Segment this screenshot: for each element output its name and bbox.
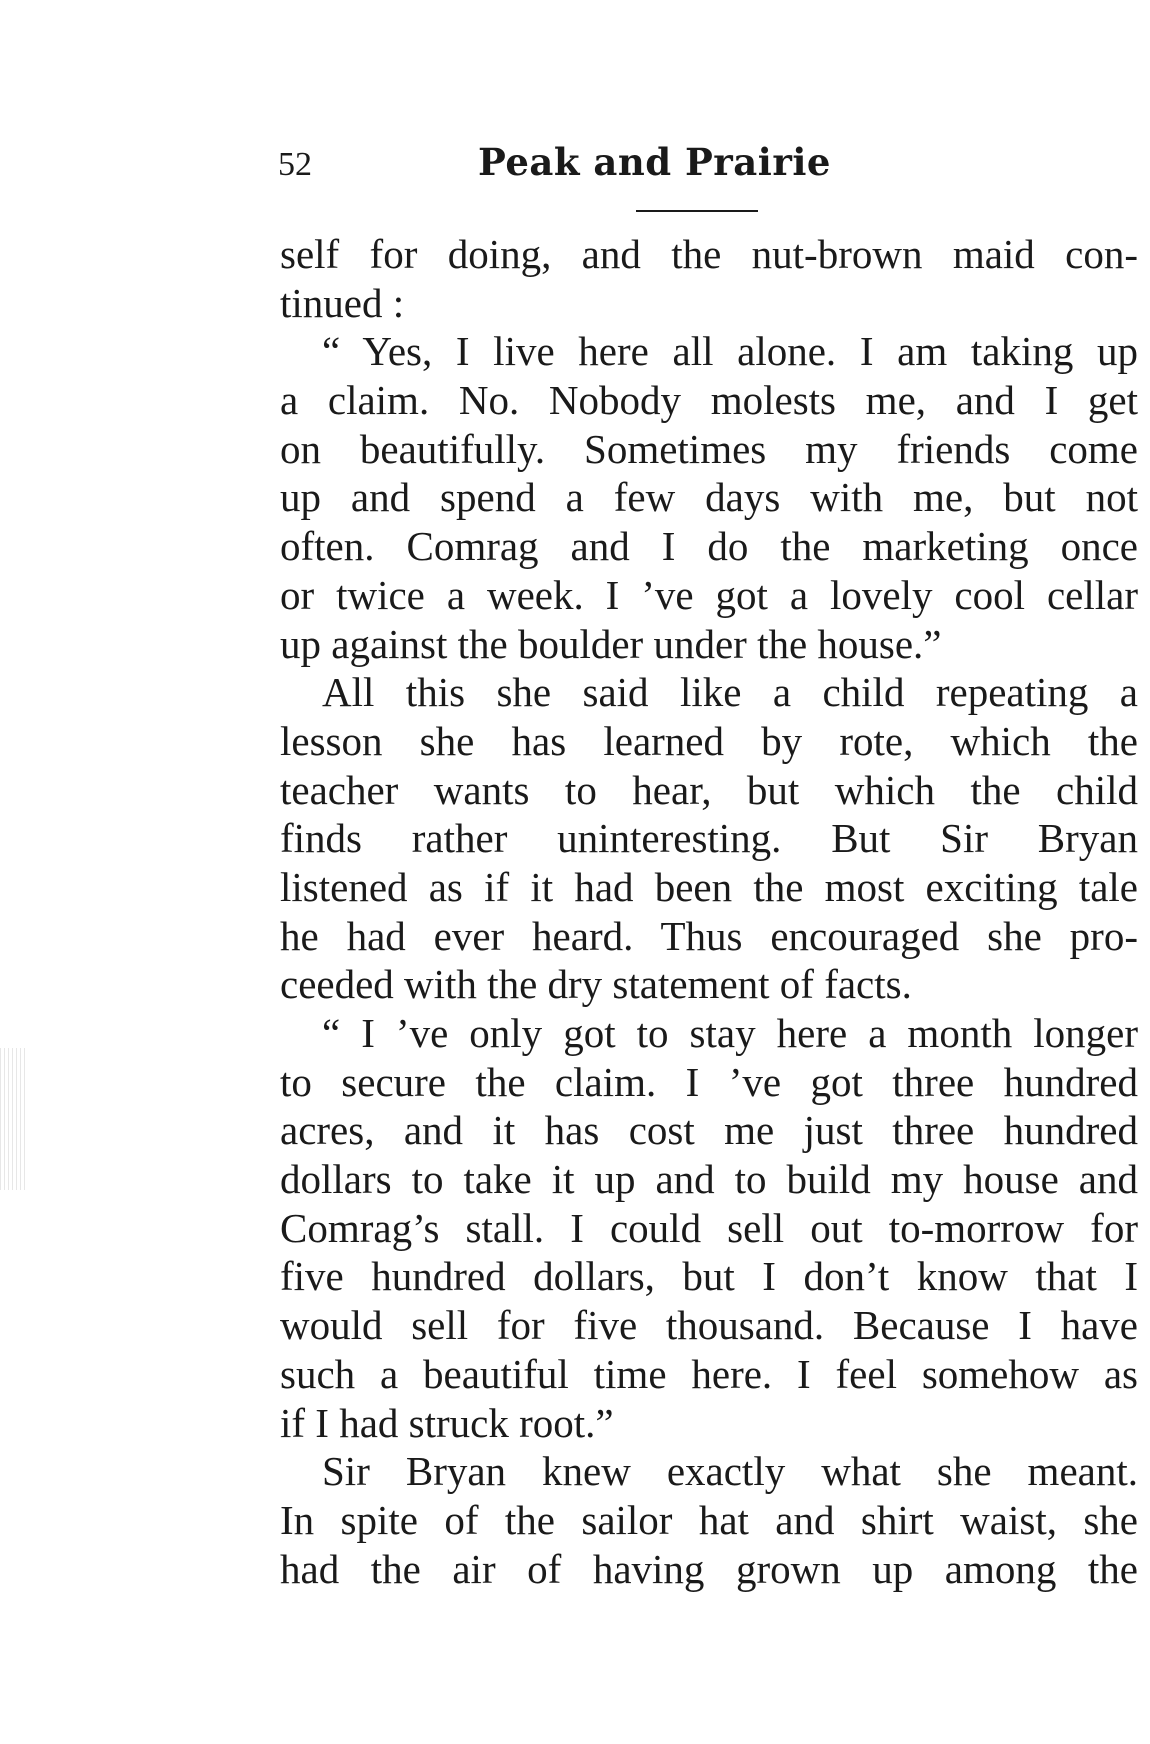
text-line: had the air of having grown up among the (280, 1545, 1138, 1592)
text-line: on beautifully. Sometimes my friends come (280, 425, 1138, 472)
paragraph (280, 1447, 1138, 1593)
text-line: tinued : (280, 279, 405, 326)
text-line: self for doing, and the nut-brown maid con- (280, 231, 1138, 277)
text-line: Sir Bryan knew exactly what she meant. (322, 1448, 1138, 1495)
text-line: would sell for five thousand. Because I have (280, 1302, 1138, 1349)
text-line: such a beautiful time here. I feel somehow as (280, 1350, 1138, 1397)
paragraph (280, 1009, 1138, 1447)
text-line: lesson she has learned by rote, which the (280, 717, 1138, 764)
text-line: ceeded with the dry statement of facts. (280, 961, 912, 1008)
header-rule (636, 210, 758, 212)
text-line: listened as if it had been the most exciting tale (280, 863, 1138, 910)
text-line: teacher wants to hear, but which the child (280, 766, 1138, 813)
text-line: he had ever heard. Thus encouraged she pro- (280, 912, 1138, 959)
text-line: In spite of the sailor hat and shirt waist, she (280, 1496, 1138, 1543)
text-line: acres, and it has cost me just three hundred (280, 1107, 1138, 1154)
text-line: often. Comrag and I do the marketing once (280, 523, 1138, 570)
text-line: “ Yes, I live here all alone. I am taking up (322, 328, 1138, 375)
paragraph (280, 668, 1138, 1009)
text-line: finds rather uninteresting. But Sir Bryan (280, 815, 1138, 862)
text-line: a claim. No. Nobody molests me, and I get (280, 377, 1138, 424)
running-title: Peak and Prairie (478, 140, 831, 184)
page-number: 52 (278, 146, 312, 183)
text-line: Comrag’s stall. I could sell out to-morrow for (280, 1204, 1138, 1251)
margin-stain (0, 1048, 28, 1190)
body-text (280, 230, 1138, 1593)
text-line: “ I ’ve only got to stay here a month longer (322, 1010, 1138, 1056)
paragraph (280, 327, 1138, 668)
text-line: to secure the claim. I ’ve got three hundred (280, 1058, 1138, 1105)
paragraph (280, 230, 1138, 327)
text-line: dollars to take it up and to build my house and (280, 1156, 1138, 1203)
text-line: if I had struck root.” (280, 1399, 614, 1446)
text-line: up and spend a few days with me, but not (280, 474, 1138, 521)
text-line: up against the boulder under the house.” (280, 620, 942, 667)
text-line: or twice a week. I ’ve got a lovely cool cellar (280, 571, 1138, 618)
text-line: five hundred dollars, but I don’t know that I (280, 1253, 1138, 1300)
text-line: All this she said like a child repeating a (322, 669, 1138, 716)
